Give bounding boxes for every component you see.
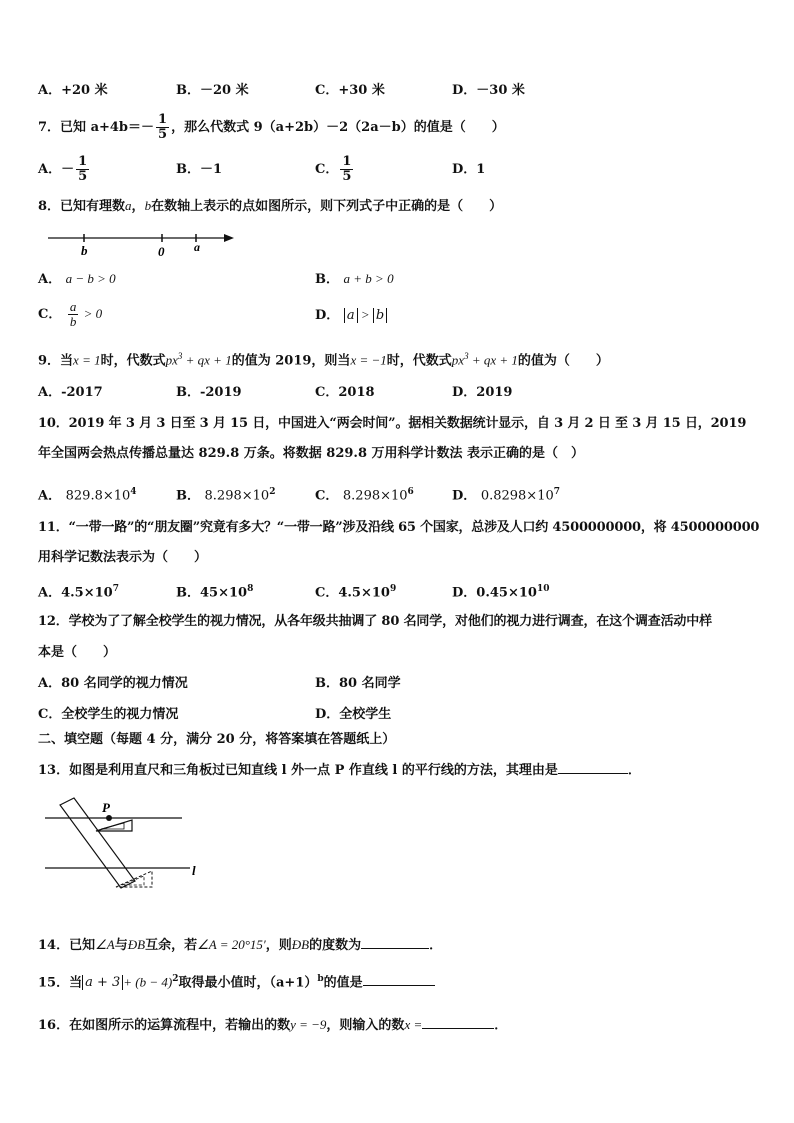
q15-answer-blank — [363, 971, 435, 986]
ruler — [60, 798, 135, 888]
q10-option-d: D． $0.8298\times 10^7$ — [452, 487, 560, 504]
label-b: b — [81, 243, 88, 258]
q12-option-b: B．80 名同学 — [315, 676, 401, 691]
q10-option-a: A． $829.8\times 10^4$ — [38, 487, 137, 504]
q11-line-2: 用科学记数法表示为（ ） — [38, 550, 208, 565]
q6-option-d: D．－30 米 — [452, 83, 525, 98]
q11-option-c: C．$4.5\times 10^9$ — [315, 584, 397, 601]
q10-option-c: C． $8.298\times 10^6$ — [315, 487, 414, 504]
number-line-figure — [44, 228, 244, 260]
q6-option-b: B．－20 米 — [176, 83, 249, 98]
q7-fraction: $\frac{1}{5}$ — [158, 112, 168, 142]
q13-stem: 13．如图是利用直尺和三角板过已知直线 l 外一点 P 作直线 l 的平行线的方法，其理由是 ． — [38, 759, 641, 780]
q11-line-1: 11．“一带一路”的“朋友圈”究竟有多大？“一带一路”涉及沿线 65 个国家，总涉及人口约 4500000000，将 4500000000 — [38, 520, 760, 535]
q11-option-d: D．$0.45\times 10^{10}$ — [452, 584, 550, 601]
q7-option-c: C． $\frac{1}{5}$ — [315, 154, 352, 184]
q14-stem: 14．已知∠A与ÐB互余，若∠A = 20°15′，则ÐB的度数为 ． — [38, 934, 442, 955]
svg-text:l: l — [192, 863, 196, 878]
section-heading: 二、填空题（每题 4 分，满分 20 分，将答案填在答题纸上） — [38, 732, 396, 747]
q8-option-c: C． $\frac{a}{b}$ > 0 — [38, 299, 103, 329]
q6-option-a: A．+20 米 — [38, 83, 108, 98]
q8-option-a: A． a − b > 0 — [38, 271, 116, 287]
q9-option-d: D．2019 — [452, 385, 513, 400]
q14-answer-blank — [361, 934, 429, 949]
q16-stem: 16．在如图所示的运算流程中，若输出的数y = −9，则输入的数x = ． — [38, 1014, 507, 1035]
q9-option-b: B．-2019 — [176, 385, 242, 400]
q12-option-a: A．80 名同学的视力情况 — [38, 676, 188, 691]
q10-line-1: 10．2019 年 3 月 3 日至 3 月 15 日，中国进入“两会时间”。据相关数据统计显示，自 3 月 2 日 至 3 月 15 日，2019 — [38, 416, 747, 431]
q10-line-2: 年全国两会热点传播总量达 829.8 万条。将数据 829.8 万用科学计数法 表示正确的是（ ） — [38, 446, 585, 461]
q8-option-b: B． a + b > 0 — [315, 271, 394, 287]
q7-option-d: D．1 — [452, 162, 486, 177]
q7-stem: 7．已知 a+4b＝－ $\frac{1}{5}$ ，那么代数式 9（a+2b）－2（2a－b）的值是（ ） — [38, 112, 505, 142]
q16-answer-blank — [422, 1014, 494, 1029]
label-a: a — [194, 240, 200, 254]
q15-stem: 15．当 $a + 3 + (b - 4)^2$取得最小值时，$(a+1)^b$的值是 — [38, 970, 435, 992]
point-p — [106, 815, 112, 821]
q12-line-1: 12．学校为了了解全校学生的视力情况，从各年级共抽调了 80 名同学，对他们的视力进行调查，在这个调查活动中样 — [38, 614, 712, 629]
q8-option-d: D． a > b — [315, 306, 387, 325]
q13-answer-blank — [558, 759, 628, 774]
q6-option-c: C．+30 米 — [315, 83, 385, 98]
q8-stem: 8．已知有理数a，b在数轴上表示的点如图所示，则下列式子中正确的是（ ） — [38, 198, 503, 214]
q11-option-b: B．$45\times 10^8$ — [176, 584, 254, 601]
q12-option-c: C．全校学生的视力情况 — [38, 707, 179, 722]
q11-option-a: A．$4.5\times 10^7$ — [38, 584, 119, 601]
svg-text:P: P — [102, 800, 110, 815]
q12-line-2: 本是（ ） — [38, 645, 117, 660]
q7-option-a: A．－ $\frac{1}{5}$ — [38, 154, 88, 184]
q7-option-b: B．－1 — [176, 162, 223, 177]
label-zero: 0 — [158, 244, 165, 259]
arrow-right-icon — [224, 234, 234, 242]
q12-option-d: D．全校学生 — [315, 707, 392, 722]
q10-option-b: B． $8.298\times 10^2$ — [176, 487, 276, 504]
q9-stem: 9．当x = 1时，代数式$px^3$ + qx + 1的值为 2019，则当x = −1时，代数式$px^3$ + qx + 1的值为（ ） — [38, 351, 609, 369]
q9-option-c: C．2018 — [315, 385, 375, 400]
ruler-triangle-figure — [40, 795, 210, 895]
q9-option-a: A．-2017 — [38, 385, 103, 400]
